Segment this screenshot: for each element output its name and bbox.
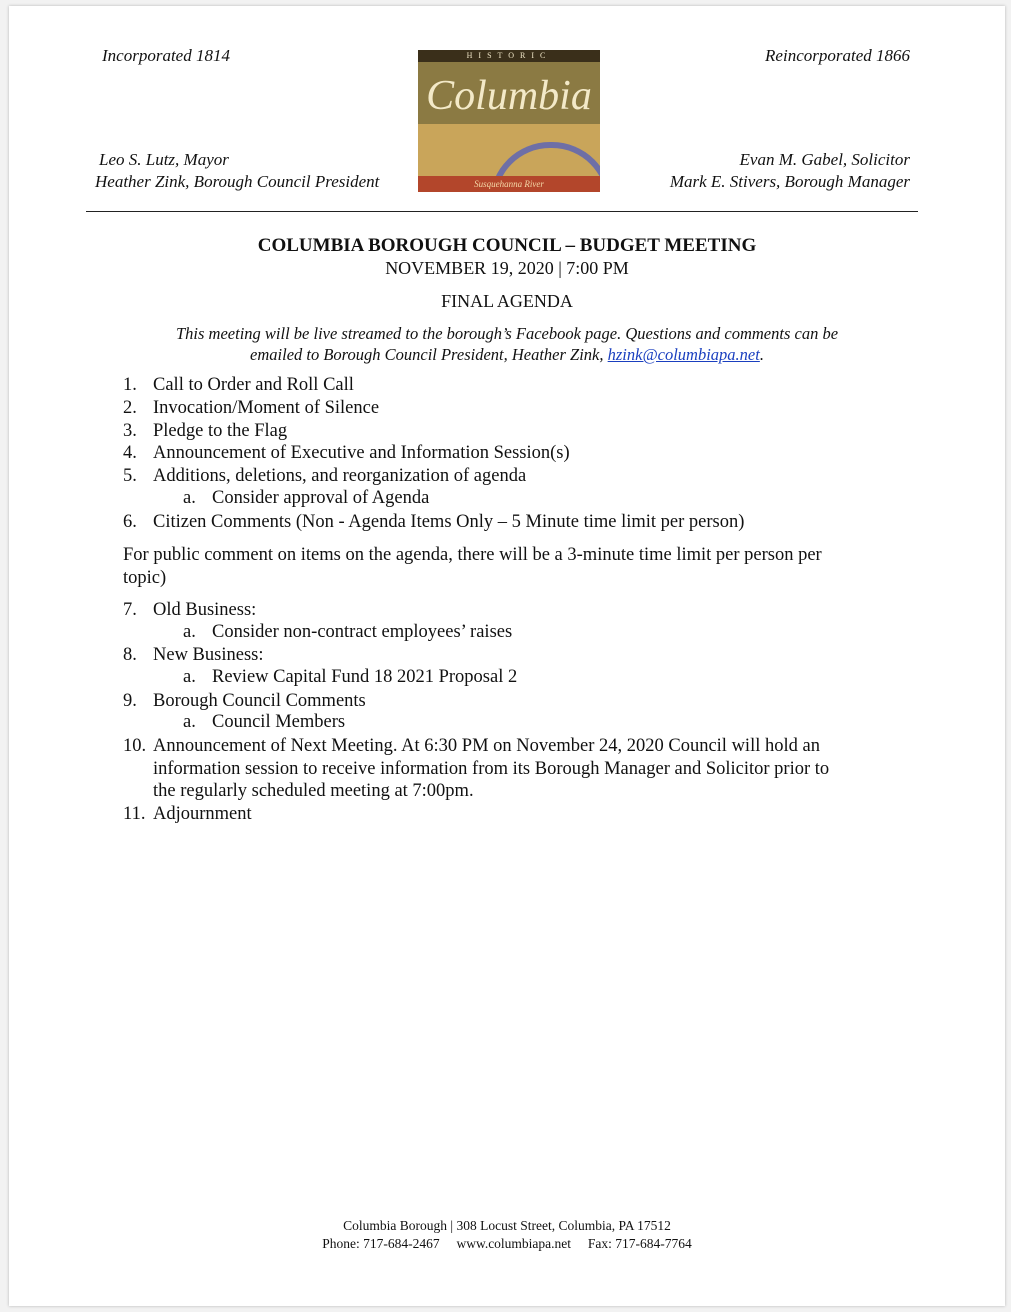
item-text: Citizen Comments (Non - Agenda Items Only – 5 Minute time limit per person) <box>153 512 745 532</box>
logo-tagline: Susquehanna River <box>418 176 600 192</box>
item-number: 6. <box>123 512 137 532</box>
note-line-1: This meeting will be live streamed to the borough’s Facebook page. Questions and comments can be <box>175 324 839 343</box>
note-line-2 <box>9 344 1005 365</box>
item-number: 11. <box>123 804 146 824</box>
columbia-logo <box>418 50 600 192</box>
item-number: 5. <box>123 466 137 486</box>
footer-contact: Phone: 717-684-2467 www.columbiapa.net Fax: 717-684-7764 <box>322 1236 692 1251</box>
livestream-note <box>9 323 1005 365</box>
sub-item-text: Review Capital Fund 18 2021 Proposal 2 <box>212 667 518 687</box>
item-number: 10. <box>123 736 147 756</box>
council-president-name: Heather Zink, Borough Council President <box>95 172 380 191</box>
item-text: Invocation/Moment of Silence <box>153 398 380 418</box>
document-page <box>9 6 1005 1306</box>
manager-name: Mark E. Stivers, Borough Manager <box>669 172 910 191</box>
item-number: 1. <box>123 375 137 395</box>
email-link[interactable]: hzink@columbiapa.net <box>607 345 760 364</box>
item-text: Borough Council Comments <box>153 691 366 711</box>
item-number: 3. <box>123 421 137 441</box>
item-text: Adjournment <box>153 804 252 824</box>
incorporated-text: Incorporated 1814 <box>102 46 230 65</box>
sub-item-letter: a. <box>183 712 196 732</box>
logo-band: HISTORIC <box>418 50 600 62</box>
item-text: Old Business: <box>153 600 257 620</box>
agenda-label: FINAL AGENDA <box>441 291 573 311</box>
item-text: Additions, deletions, and reorganization of agenda <box>153 466 527 486</box>
item-number: 8. <box>123 645 137 665</box>
sub-item-text: Consider approval of Agenda <box>212 488 430 508</box>
meeting-title: COLUMBIA BOROUGH COUNCIL – BUDGET MEETING <box>257 235 757 256</box>
item-text: information session to receive information from its Borough Manager and Solicitor prior to <box>153 759 830 779</box>
note-line-2-end: . <box>759 345 764 364</box>
item-text: Pledge to the Flag <box>153 421 288 441</box>
header-divider <box>86 211 918 212</box>
item-text: Call to Order and Roll Call <box>153 375 354 395</box>
sub-item-letter: a. <box>183 667 196 687</box>
sub-item-text: Consider non-contract employees’ raises <box>212 622 513 642</box>
solicitor-name: Evan M. Gabel, Solicitor <box>739 150 910 169</box>
item-number: 7. <box>123 600 137 620</box>
public-comment-line: topic) <box>123 568 167 588</box>
meeting-date: NOVEMBER 19, 2020 | 7:00 PM <box>385 258 629 278</box>
footer-address: Columbia Borough | 308 Locust Street, Columbia, PA 17512 <box>343 1218 671 1233</box>
item-text: Announcement of Next Meeting. At 6:30 PM on November 24, 2020 Council will hold an <box>153 736 820 756</box>
reincorporated-text: Reincorporated 1866 <box>765 46 910 65</box>
item-number: 2. <box>123 398 137 418</box>
item-number: 4. <box>123 443 137 463</box>
sub-item-text: Council Members <box>212 712 346 732</box>
logo-wordmark: Columbia <box>426 73 592 119</box>
note-line-2-text: emailed to Borough Council President, Heather Zink, <box>250 345 608 364</box>
item-text: the regularly scheduled meeting at 7:00pm. <box>153 781 474 801</box>
public-comment-note <box>123 544 903 590</box>
item-number: 9. <box>123 691 137 711</box>
sub-item-letter: a. <box>183 622 196 642</box>
item-text: New Business: <box>153 645 264 665</box>
mayor-name: Leo S. Lutz, Mayor <box>99 150 229 169</box>
sub-item-letter: a. <box>183 488 196 508</box>
item-text: Announcement of Executive and Information Session(s) <box>153 443 570 463</box>
public-comment-line: For public comment on items on the agenda, there will be a 3-minute time limit per person per <box>123 545 822 565</box>
